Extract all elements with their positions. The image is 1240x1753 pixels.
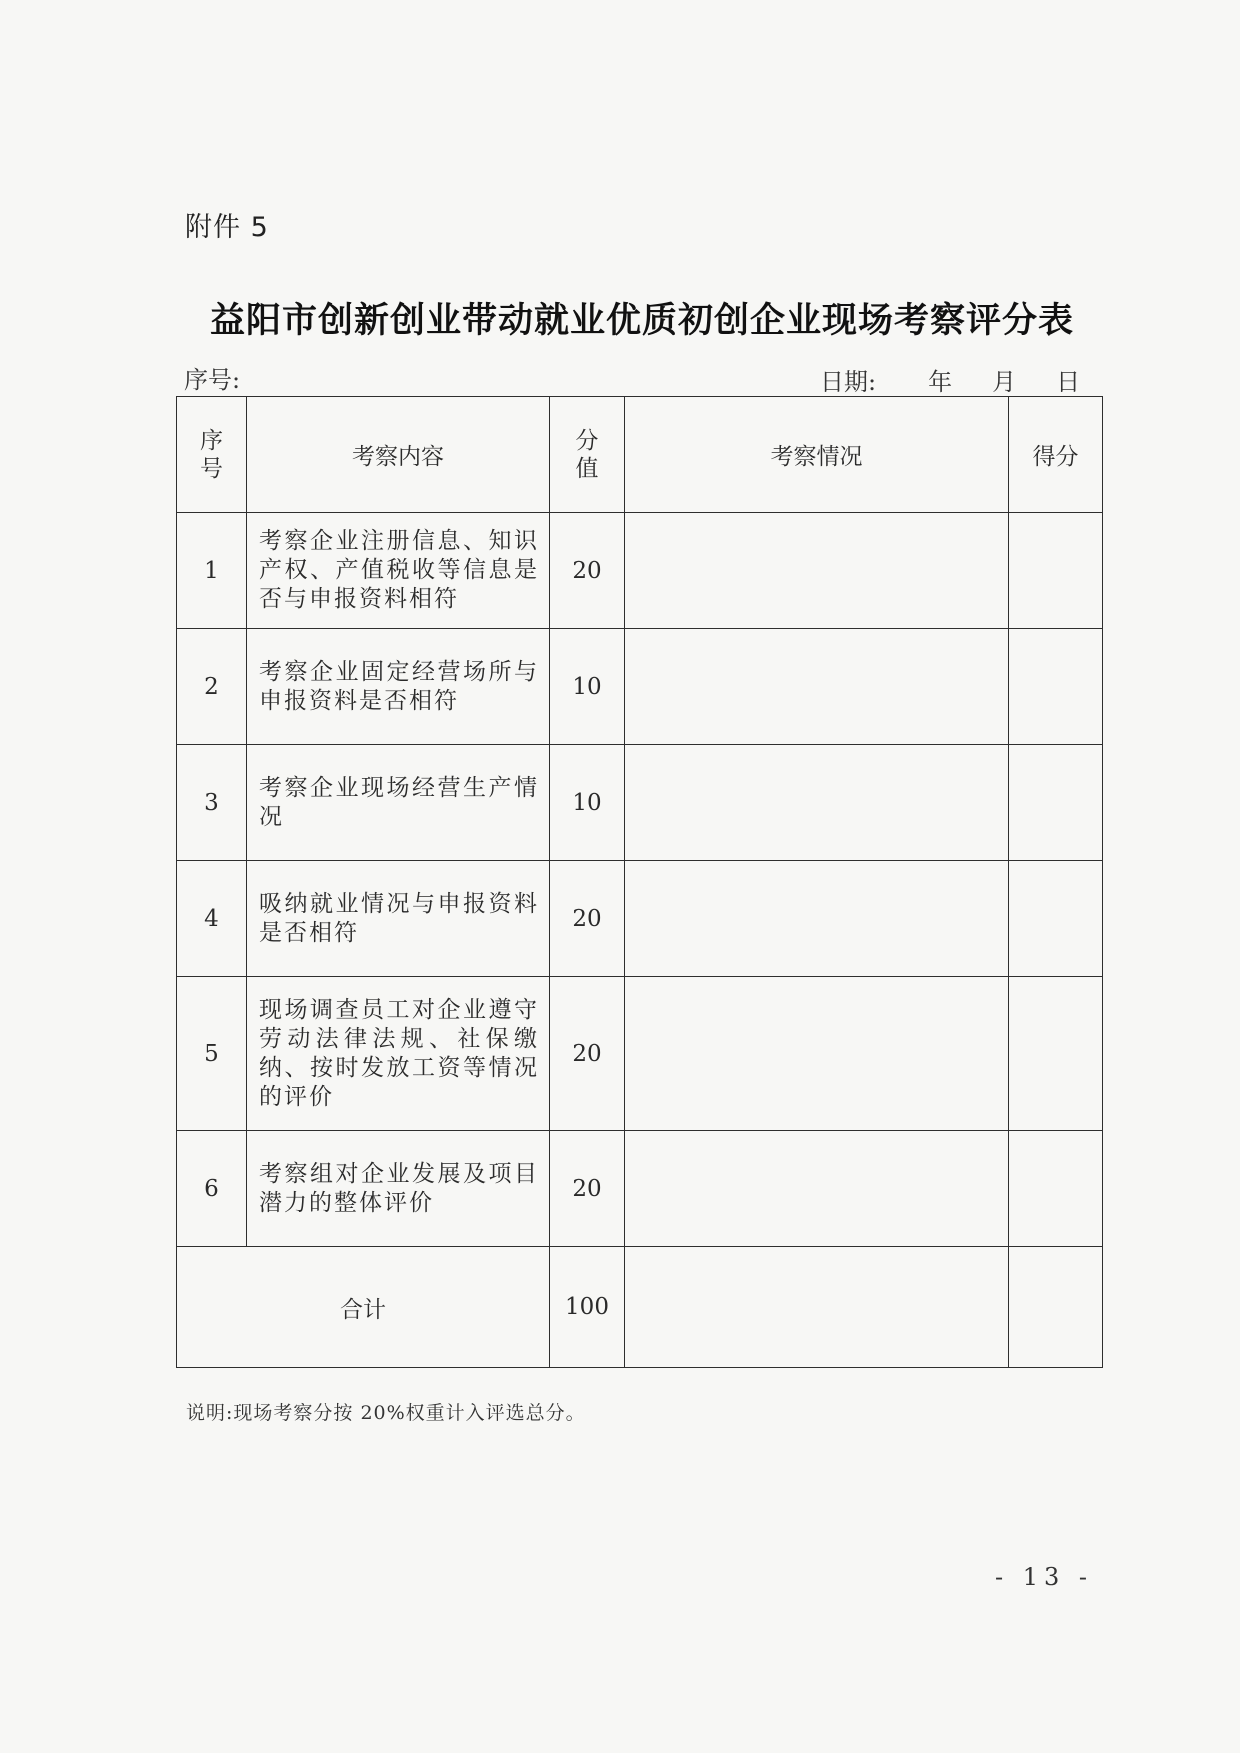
table-row (177, 1131, 1103, 1247)
serial-number-label: 序号: (184, 366, 241, 394)
row-content: 考察企业固定经营场所与申报资料是否相符 (247, 629, 550, 745)
row-content: 考察组对企业发展及项目潜力的整体评价 (247, 1131, 550, 1247)
row-score-cell[interactable] (1009, 861, 1103, 977)
row-score-cell[interactable] (1009, 745, 1103, 861)
note-text: 说明:现场考察分按 20%权重计入评选总分。 (186, 1402, 586, 1424)
row-content: 考察企业注册信息、知识产权、产值税收等信息是否与申报资料相符 (247, 513, 550, 629)
table-row (177, 513, 1103, 629)
row-situation-cell[interactable] (625, 1131, 1009, 1247)
row-value: 10 (550, 745, 625, 861)
page-title: 益阳市创新创业带动就业优质初创企业现场考察评分表 (210, 300, 1075, 341)
row-value: 10 (550, 629, 625, 745)
row-score-cell[interactable] (1009, 629, 1103, 745)
row-value: 20 (550, 861, 625, 977)
score-table (176, 396, 1103, 1368)
header-seq-line1: 序 (200, 427, 223, 454)
header-value-line1: 分 (575, 427, 599, 454)
total-situation-cell[interactable] (625, 1247, 1009, 1368)
date-line (820, 362, 1080, 397)
row-situation-cell[interactable] (625, 745, 1009, 861)
table-row (177, 629, 1103, 745)
table-header-row (177, 397, 1103, 513)
row-value: 20 (550, 1131, 625, 1247)
date-year: 年 (928, 368, 953, 396)
row-situation-cell[interactable] (625, 513, 1009, 629)
row-value: 20 (550, 513, 625, 629)
row-seq: 3 (177, 745, 247, 861)
row-content: 现场调查员工对企业遵守劳动法律法规、社保缴纳、按时发放工资等情况的评价 (247, 977, 550, 1131)
row-value: 20 (550, 977, 625, 1131)
row-seq: 6 (177, 1131, 247, 1247)
row-situation-cell[interactable] (625, 977, 1009, 1131)
table-total-row (177, 1247, 1103, 1368)
date-label: 日期: (820, 368, 877, 396)
total-score-cell[interactable] (1009, 1247, 1103, 1368)
row-content: 考察企业现场经营生产情况 (247, 745, 550, 861)
header-content: 考察内容 (247, 397, 550, 513)
header-seq (177, 397, 247, 513)
header-situation: 考察情况 (625, 397, 1009, 513)
row-seq: 5 (177, 977, 247, 1131)
table-row (177, 745, 1103, 861)
attachment-label: 附件 5 (185, 212, 269, 243)
header-score: 得分 (1009, 397, 1103, 513)
row-situation-cell[interactable] (625, 861, 1009, 977)
header-value (550, 397, 625, 513)
total-value: 100 (550, 1247, 625, 1368)
date-day: 日 (1056, 368, 1081, 396)
row-situation-cell[interactable] (625, 629, 1009, 745)
row-content: 吸纳就业情况与申报资料是否相符 (247, 861, 550, 977)
row-score-cell[interactable] (1009, 513, 1103, 629)
table-row (177, 861, 1103, 977)
row-score-cell[interactable] (1009, 1131, 1103, 1247)
total-label: 合计 (177, 1247, 550, 1368)
page-number: - 13 - (995, 1563, 1094, 1591)
date-month: 月 (992, 368, 1017, 396)
row-seq: 4 (177, 861, 247, 977)
header-value-line2: 值 (575, 455, 599, 482)
row-seq: 2 (177, 629, 247, 745)
header-seq-line2: 号 (200, 455, 223, 482)
row-seq: 1 (177, 513, 247, 629)
table-row (177, 977, 1103, 1131)
row-score-cell[interactable] (1009, 977, 1103, 1131)
